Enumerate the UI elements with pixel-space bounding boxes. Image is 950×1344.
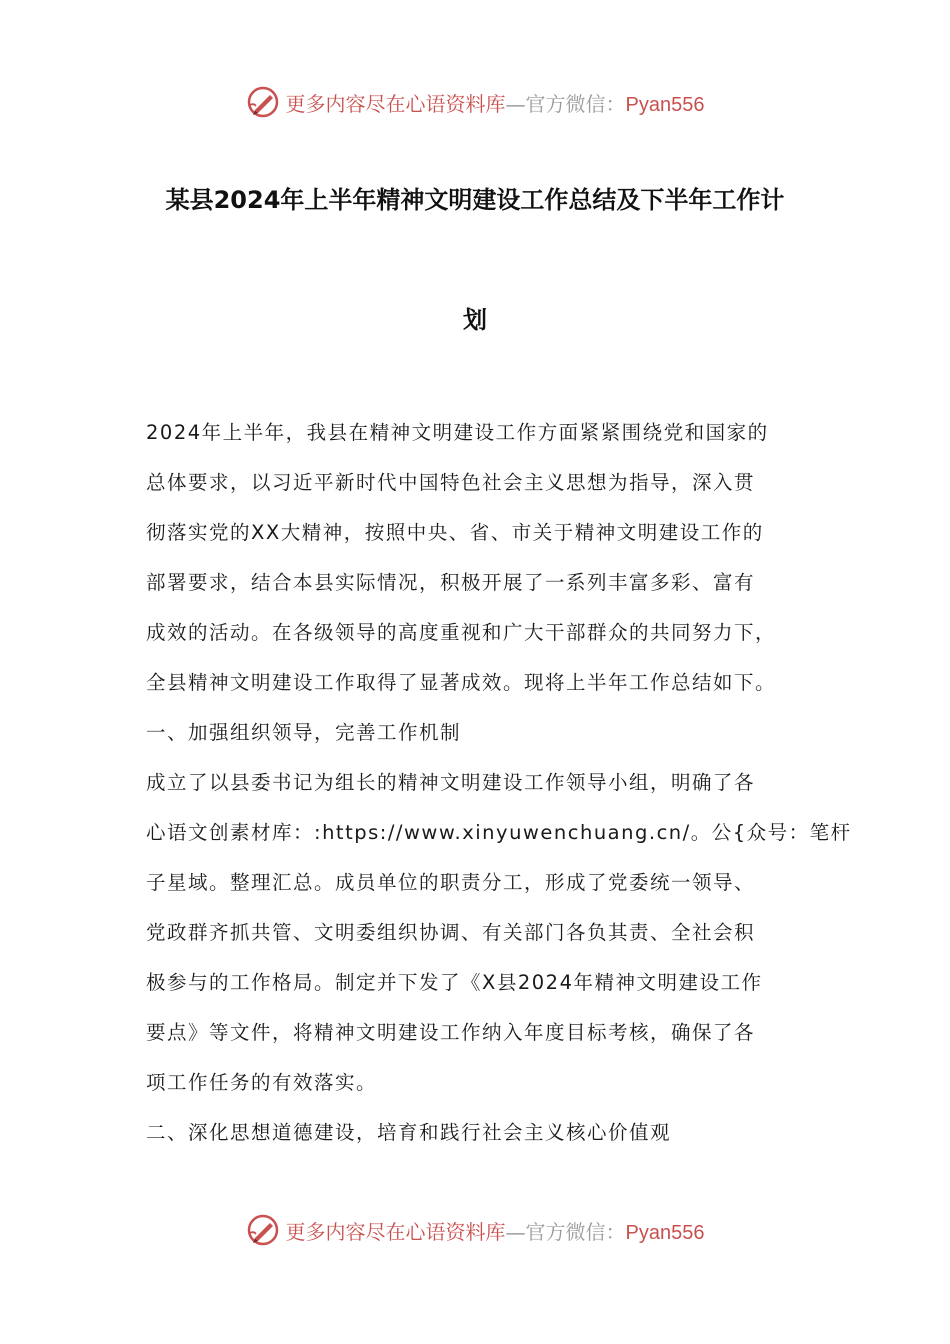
body-line: 极参与的工作格局。制定并下发了《X县2024年精神文明建设工作: [146, 971, 763, 994]
banner-main-text: 更多内容尽在心语资料库: [285, 91, 506, 116]
body-line: 总体要求，以习近平新时代中国特色社会主义思想为指导，深入贯: [146, 471, 756, 494]
document-title-line-1: 某县2024年上半年精神文明建设工作总结及下半年工作计: [165, 186, 785, 214]
section-heading-1: 一、加强组织领导，完善工作机制: [146, 721, 462, 744]
body-line: 部署要求，结合本县实际情况，积极开展了一系列丰富多彩、富有: [146, 571, 756, 594]
body-line: 子星域。整理汇总。成员单位的职责分工，形成了党委统一领导、: [146, 871, 756, 894]
banner-text: [286, 1216, 705, 1245]
banner-wechat-id: Pyan556: [625, 1221, 705, 1244]
header-banner: [0, 82, 950, 122]
banner-main-text: 更多内容尽在心语资料库: [285, 1219, 506, 1244]
banner-text: [286, 88, 705, 117]
banner-dash: —: [505, 1219, 526, 1244]
body-line: 彻落实党的XX大精神，按照中央、省、市关于精神文明建设工作的: [146, 521, 764, 544]
body-line: 2024年上半年，我县在精神文明建设工作方面紧紧围绕党和国家的: [146, 421, 769, 444]
banner-wechat-id: Pyan556: [625, 93, 705, 116]
pen-logo-icon: [246, 1213, 280, 1247]
body-line: 成效的活动。在各级领导的高度重视和广大干部群众的共同努力下，: [146, 621, 777, 644]
footer-banner: [0, 1210, 950, 1250]
banner-wechat-label: 官方微信：: [525, 91, 626, 116]
body-line: 全县精神文明建设工作取得了显著成效。现将上半年工作总结如下。: [146, 671, 777, 694]
pen-logo-icon: [246, 85, 280, 119]
body-line: 要点》等文件，将精神文明建设工作纳入年度目标考核，确保了各: [146, 1021, 756, 1044]
body-line: 项工作任务的有效落实。: [146, 1071, 378, 1094]
document-body: [146, 416, 852, 1166]
body-line-watermark-link: 心语文创素材库：:https://www.xinyuwenchuang.cn/。公{众号：笔杆: [146, 821, 852, 844]
document-title-line-2: 划: [463, 306, 487, 334]
body-line: 成立了以县委书记为组长的精神文明建设工作领导小组，明确了各: [146, 771, 756, 794]
body-line: 党政群齐抓共管、文明委组织协调、有关部门各负其责、全社会积: [146, 921, 756, 944]
section-heading-2: 二、深化思想道德建设，培育和践行社会主义核心价值观: [146, 1121, 672, 1144]
banner-wechat-label: 官方微信：: [525, 1219, 626, 1244]
banner-dash: —: [505, 91, 526, 116]
